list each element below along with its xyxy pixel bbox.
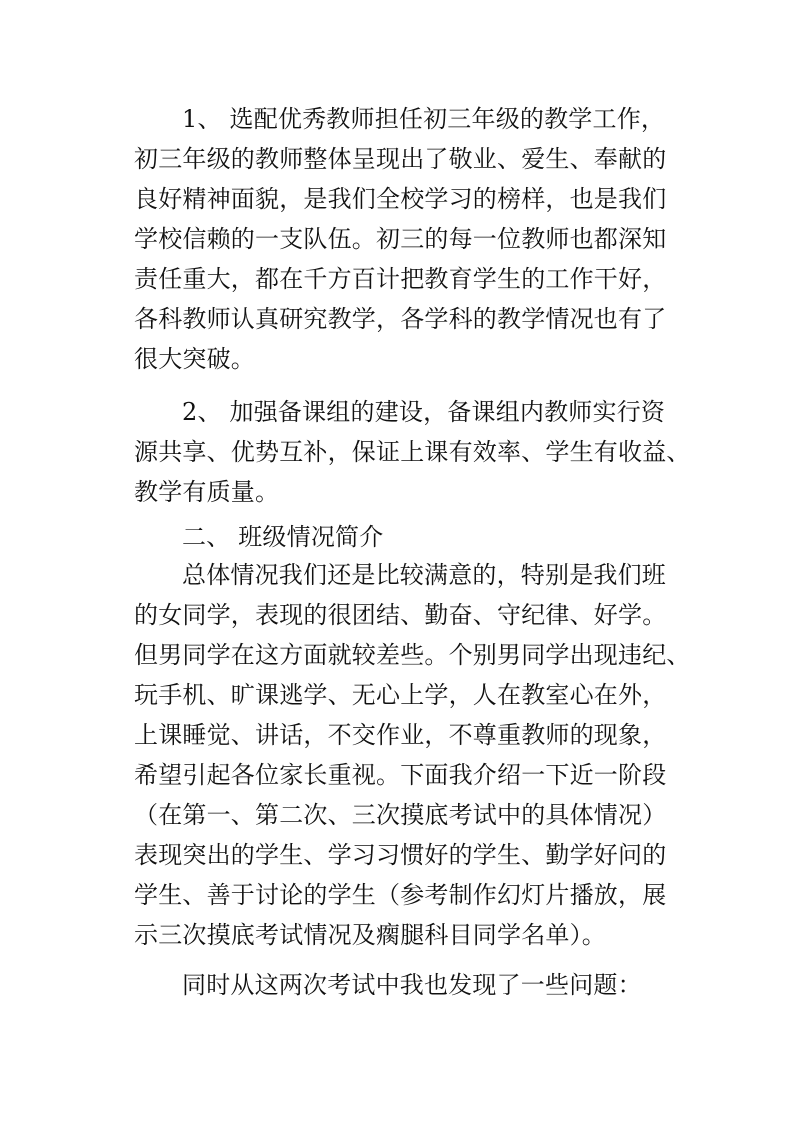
paragraph-3-line-1: 总体情况我们还是比较满意的，特别是我们班: [182, 561, 666, 589]
paragraph-1-line-2: 初三年级的教师整体呈现出了敬业、爱生、奉献的: [134, 145, 667, 173]
section-heading: 二、 班级情况简介: [182, 523, 384, 551]
paragraph-3-line-6: 希望引起各位家长重视。下面我介绍一下近一阶段: [134, 761, 667, 789]
paragraph-3-line-3: 但男同学在这方面就较差些。个别男同学出现违纪、: [134, 641, 691, 669]
paragraph-1-line-5: 责任重大，都在千方百计把教育学生的工作干好，: [134, 265, 667, 293]
paragraph-3-line-5: 上课睡觉、讲话，不交作业，不尊重教师的现象，: [134, 721, 667, 749]
paragraph-3-line-8: 表现突出的学生、学习习惯好的学生、勤学好问的: [134, 841, 667, 869]
paragraph-1-line-6: 各科教师认真研究教学，各学科的教学情况也有了: [134, 305, 667, 333]
paragraph-1-line-3: 良好精神面貌，是我们全校学习的榜样，也是我们: [134, 185, 667, 213]
paragraph-3-line-9: 学生、善于讨论的学生（参考制作幻灯片播放，展: [134, 881, 667, 909]
paragraph-2-line-3: 教学有质量。: [134, 478, 280, 506]
paragraph-1-line-7: 很大突破。: [134, 345, 255, 373]
paragraph-3-line-2: 的女同学，表现的很团结、勤奋、守纪律、好学。: [134, 601, 667, 629]
paragraph-3-line-4: 玩手机、旷课逃学、无心上学，人在教室心在外，: [134, 681, 667, 709]
paragraph-2-line-2: 源共享、优势互补，保证上课有效率、学生有收益、: [134, 438, 691, 466]
paragraph-3-line-10: 示三次摸底考试情况及瘸腿科目同学名单）。: [134, 921, 606, 949]
paragraph-2-line-1: 2、 加强备课组的建设，备课组内教师实行资: [182, 398, 666, 426]
paragraph-1-line-1: 1、 选配优秀教师担任初三年级的教学工作，: [182, 105, 666, 133]
paragraph-3-line-7: （在第一、第二次、三次摸底考试中的具体情况）: [134, 801, 667, 829]
paragraph-1-line-4: 学校信赖的一支队伍。初三的每一位教师也都深知: [134, 225, 667, 253]
paragraph-4-line-1: 同时从这两次考试中我也发现了一些问题：: [182, 971, 642, 999]
